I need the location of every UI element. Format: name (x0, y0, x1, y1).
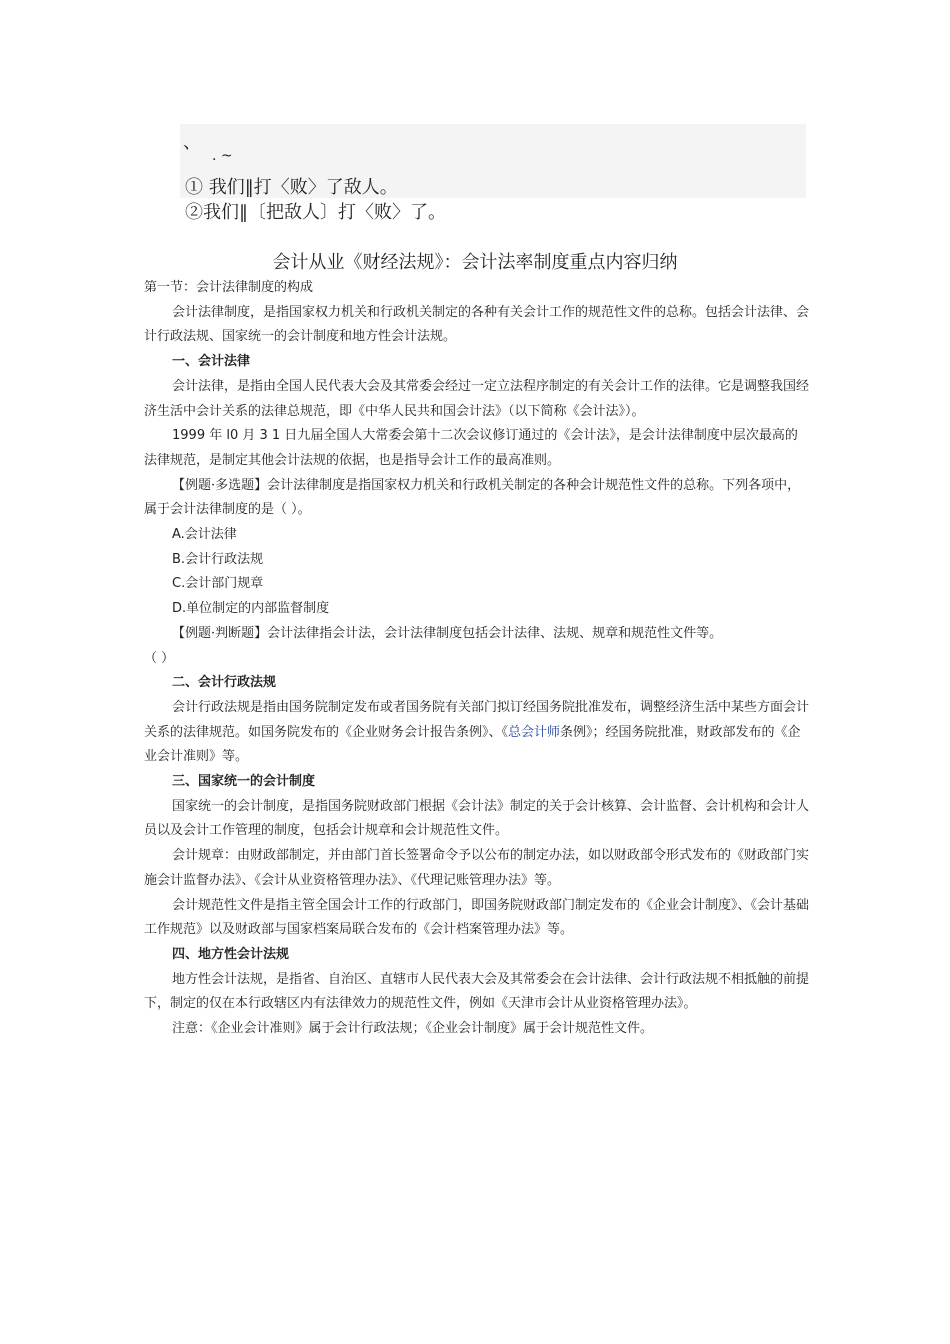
heading-administrative-regulations: 二、会计行政法规 (172, 675, 277, 691)
example-sentence-1: ① 我们‖打〈败〉了敌人。 (185, 177, 398, 198)
heading-local-regulations: 四、地方性会计法规 (172, 946, 290, 962)
paragraph-unified-system: 国家统一的会计制度，是指国务院财政部门根据《会计法》制定的关于会计核算、会计监督、会计机构和会计人员以及会计工作管理的制度，包括会计规章和会计规范性文件。 (144, 798, 810, 839)
section-label: 第一节：会计法律制度的构成 (144, 280, 314, 295)
option-a: A.会计法律 (172, 527, 237, 543)
revision-date: 1999 年 l0 月 3 1 日 (172, 428, 298, 444)
option-b: B.会计行政法规 (172, 551, 264, 567)
question-true-false: 【例题·判断题】会计法律指会计法，会计法律制度包括会计法律、法规、规章和规范性文件等。 (172, 625, 723, 641)
revision-text: 九届全国人大常委会第十二次会议修订通过的《会计法》，是会计法律制度中层次最高的法律规范，是制定其他会计法规的依据，也是指导会计工作的最高准则。 (144, 428, 798, 468)
punctuation-mark: 、 (183, 132, 201, 153)
chief-accountant-link[interactable]: 总会计师 (508, 724, 561, 740)
document-title: 会计从业《财经法规》：会计法率制度重点内容归纳 (272, 252, 678, 273)
heading-unified-system: 三、国家统一的会计制度 (172, 774, 316, 790)
paragraph-1999-revision (144, 424, 810, 473)
paragraph-administrative-regulations: 会计行政法规是指由国务院制定发布或者国务院有关部门拟订经国务院批准发布，调整经济生活中某些方面会计关系的法律规范。如国务院发布的《企业财务会计报告条例》、《总会计师条例》；经国务院批准，财政部发布的《企业会计准则》等。 (144, 699, 810, 765)
question-multiple-choice: 【例题·多选题】会计法律制度是指国家权力机关和行政机关制定的各种会计规范性文件的总称。下列各项中，属于会计法律制度的是（ ）。 (144, 477, 801, 518)
tilde-mark: . ~ (212, 148, 233, 164)
intro-paragraph: 会计法律制度，是指国家权力机关和行政机关制定的各种有关会计工作的规范性文件的总称。包括会计法律、会计行政法规、国家统一的会计制度和地方性会计法规。 (144, 304, 810, 345)
option-c: C.会计部门规章 (172, 576, 264, 592)
heading-accounting-law: 一、会计法律 (172, 354, 251, 370)
paragraph-accounting-rules: 会计规章：由财政部制定，并由部门首长签署命令予以公布的制定办法，如以财政部令形式发布的《财政部门实施会计监督办法》、《会计从业资格管理办法》、《代理记账管理办法》等。 (144, 848, 810, 888)
paragraph-accounting-law: 会计法律，是指由全国人民代表大会及其常委会经过一定立法程序制定的有关会计工作的法律。它是调整我国经济生活中会计关系的法律总规范，即《中华人民共和国会计法》（以下简称《会计法》）。 (144, 378, 810, 419)
example-sentence-2: ②我们‖〔把敌人〕打〈败〉了。 (185, 202, 446, 223)
document-body (144, 276, 810, 1042)
answer-blank: （ ） (144, 650, 175, 666)
option-d: D.单位制定的内部监督制度 (172, 601, 330, 617)
paragraph-local-regulations: 地方性会计法规，是指省、自治区、直辖市人民代表大会及其常委会在会计法律、会计行政法规不相抵触的前提下，制定的仅在本行政辖区内有法律效力的规范性文件，例如《天津市会计从业资格管理办法》。 (144, 971, 810, 1012)
note-paragraph: 注意：《企业会计准则》属于会计行政法规；《企业会计制度》属于会计规范性文件。 (172, 1021, 654, 1037)
paragraph-normative-documents: 会计规范性文件是指主管全国会计工作的行政部门，即国务院财政部门制定发布的《企业会计制度》、《会计基础工作规范》以及财政部与国家档案局联合发布的《会计档案管理办法》等。 (144, 897, 810, 938)
